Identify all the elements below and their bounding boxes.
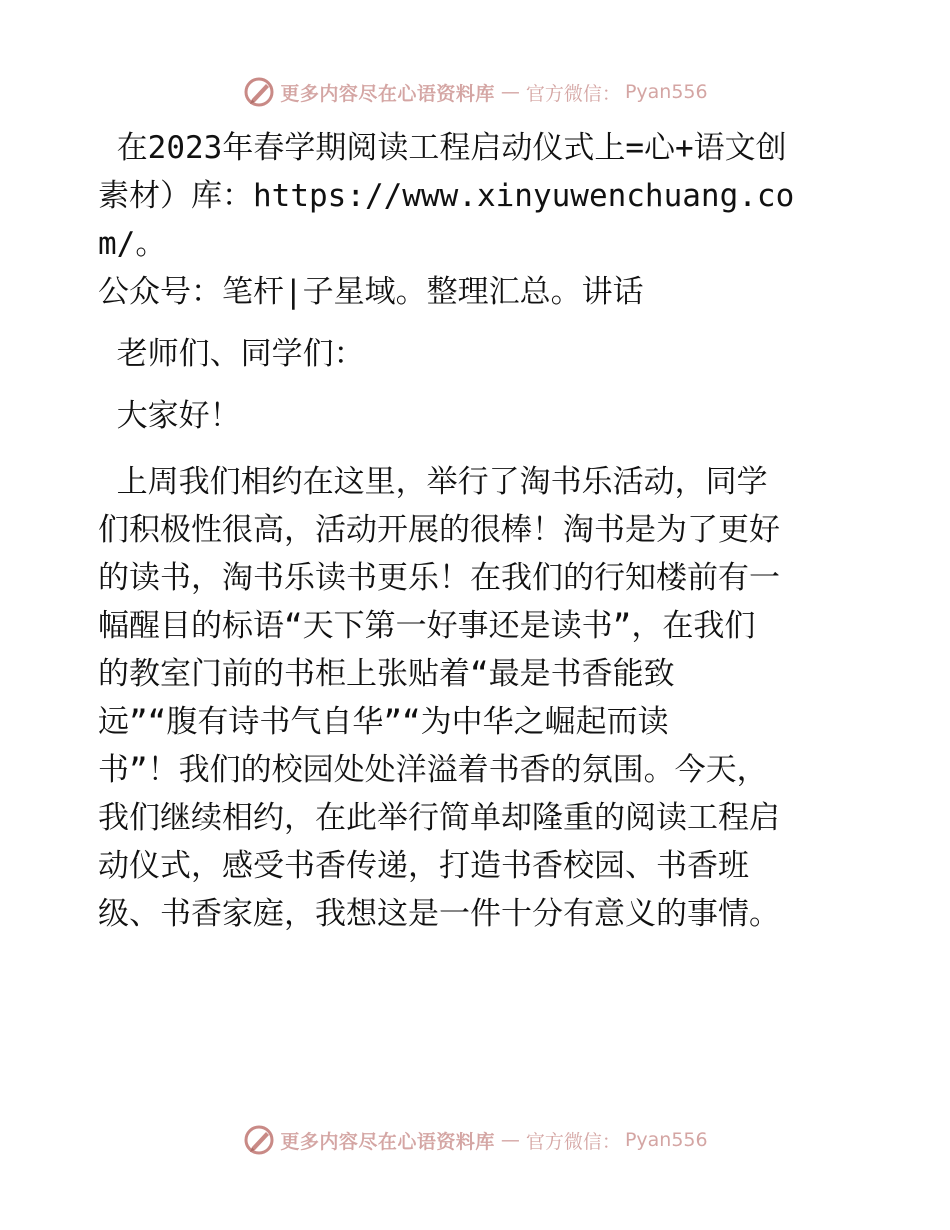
watermark-dash: — [500,81,520,103]
salutation-line: 大家好！ [98,398,241,434]
body-line: 动仪式，感受书香传递，打造书香校园、书香班 [98,848,749,884]
body-line: 们积极性很高，活动开展的很棒！淘书是为了更好 [98,512,780,548]
watermark-site-text: 更多内容尽在心语资料库 [280,1130,495,1153]
body-line: 幅醒目的标语“天下第一好事还是读书”，在我们 [98,608,756,644]
watermark-wechat-id: Pyan556 [624,81,708,103]
body-line: 我们继续相约，在此举行简单却隆重的阅读工程启 [98,800,780,836]
body-line: 级、书香家庭，我想这是一件十分有意义的事情。 [98,896,780,932]
pen-circle-logo-icon [242,75,276,109]
body-paragraph [98,458,858,938]
document-body [98,124,858,938]
watermark-wechat-id: Pyan556 [624,1129,708,1151]
body-line: 的教室门前的书柜上张贴着“最是书香能致 [98,656,675,692]
pen-circle-logo-icon [242,1123,276,1157]
watermark-official-label: 官方微信： [525,1130,621,1153]
body-line: 上周我们相约在这里，举行了淘书乐活动，同学 [98,464,768,500]
watermark-dash: — [500,1129,520,1151]
body-line: 远”“腹有诗书气自华”“为中华之崛起而读 [98,704,669,740]
body-line: 书”！我们的校园处处洋溢着书香的氛围。今天， [98,752,768,788]
header-line: 公众号：笔杆|子星域。整理汇总。讲话 [98,274,644,310]
header-line: 在2023年春学期阅读工程启动仪式上=心+语文创 [98,130,787,166]
footer-watermark [0,1120,950,1160]
body-line: 的读书，淘书乐读书更乐！在我们的行知楼前有一 [98,560,780,596]
greeting-line: 老师们、同学们： [98,336,365,372]
header-watermark [0,72,950,112]
watermark-site-text: 更多内容尽在心语资料库 [280,82,495,105]
watermark-official-label: 官方微信： [525,82,621,105]
header-paragraph [98,124,858,316]
header-line: 素材）库：https://www.xinyuwenchuang.com/。 [98,178,795,262]
